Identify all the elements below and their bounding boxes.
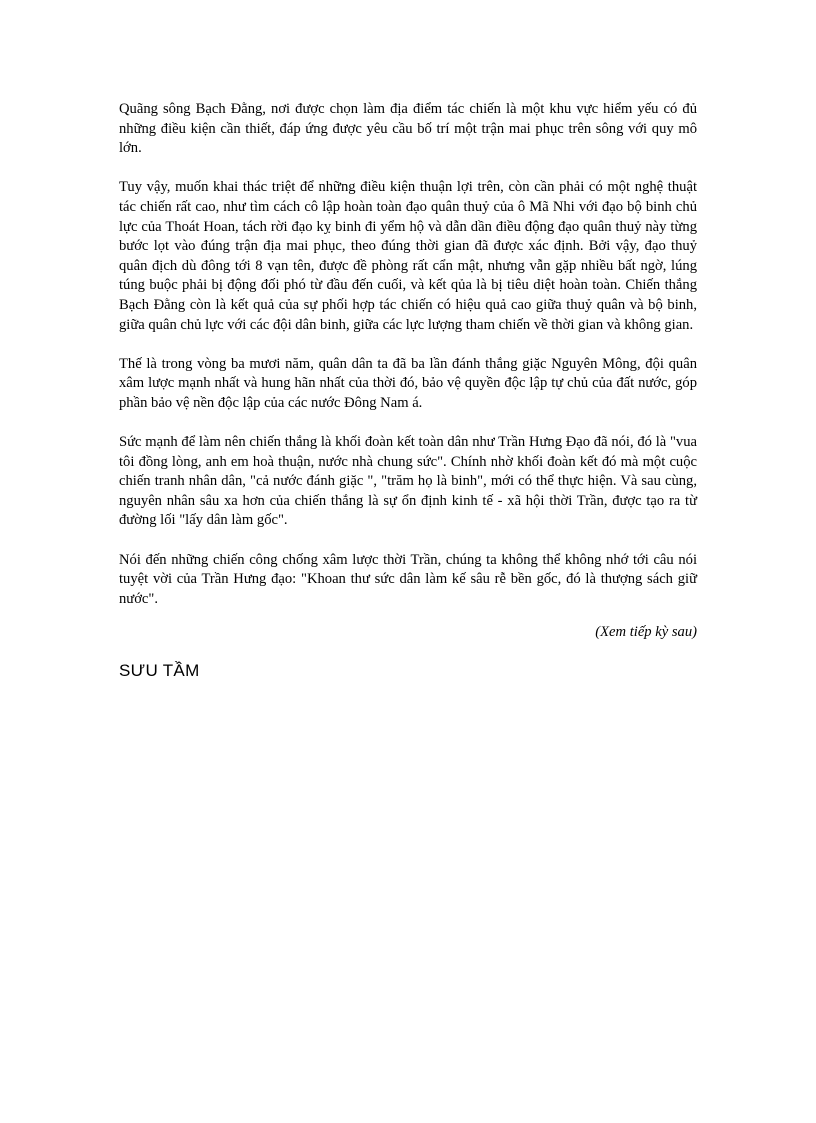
paragraph-2: Tuy vậy, muốn khai thác triệt để những điều kiện thuận lợi trên, còn cần phải có một nghệ thuật tác chiến rất cao, như tìm cách cô lập hoàn toàn đạo quân thuỷ của ô Mã Nhi với đạo bộ binh chủ lực của Thoát Hoan, tách rời đạo kỵ binh đi yểm hộ và dẫn dần điều động đạo quân thuỷ này từng bước lọt vào đúng trận địa mai phục, theo đúng thời gian đã được xác định. Bởi vậy, đạo thuỷ quân địch dù đông tới 8 vạn tên, được đề phòng rất cẩn mật, nhưng vẫn gặp nhiều bất ngờ, lúng túng buộc phải bị động đối phó từ đầu đến cuối, và kết qủa là bị tiêu diệt hoàn toàn. Chiến thắng Bạch Đằng còn là kết quả của sự phối hợp tác chiến có hiệu quả cao giữa thuỷ quân và bộ binh, giữa quân chủ lực với các đội dân binh, giữa các lực lượng tham chiến về thời gian và không gian. <box>119 179 697 333</box>
document-body <box>119 100 697 681</box>
paragraph-4: Sức mạnh để làm nên chiến thắng là khối đoàn kết toàn dân như Trần Hưng Đạo đã nói, đó là "vua tôi đồng lòng, anh em hoà thuận, nước nhà chung sức". Chính nhờ khối đoàn kết đó mà một cuộc chiến tranh nhân dân, "cả nước đánh giặc ", "trăm họ là binh", mới có thể thực hiện. Và sau cùng, nguyên nhân sâu xa hơn của chiến thắng là sự ổn định kinh tế - xã hội thời Trần, được tạo ra từ đường lối "lấy dân làm gốc". <box>119 434 697 529</box>
signature: SƯU TẦM <box>119 661 200 681</box>
paragraph-3: Thế là trong vòng ba mươi năm, quân dân ta đã ba lần đánh thắng giặc Nguyên Mông, đội quân xâm lược mạnh nhất và hung hãn nhất của thời đó, bảo vệ quyền độc lập tự chủ của đất nước, góp phần bảo vệ nền độc lập của các nước Đông Nam á. <box>119 355 697 411</box>
paragraph-5: Nói đến những chiến công chống xâm lược thời Trần, chúng ta không thể không nhớ tới câu nói tuyệt vời của Trần Hưng đạo: "Khoan thư sức dân làm kế sâu rễ bền gốc, đó là thượng sách giữ nước". <box>119 551 697 607</box>
paragraph-1: Quãng sông Bạch Đằng, nơi được chọn làm địa điểm tác chiến là một khu vực hiểm yếu có đủ những điều kiện cần thiết, đáp ứng được yêu cầu bố trí một trận mai phục trên sông với quy mô lớn. <box>119 101 697 157</box>
continued-note: (Xem tiếp kỳ sau) <box>595 624 697 641</box>
